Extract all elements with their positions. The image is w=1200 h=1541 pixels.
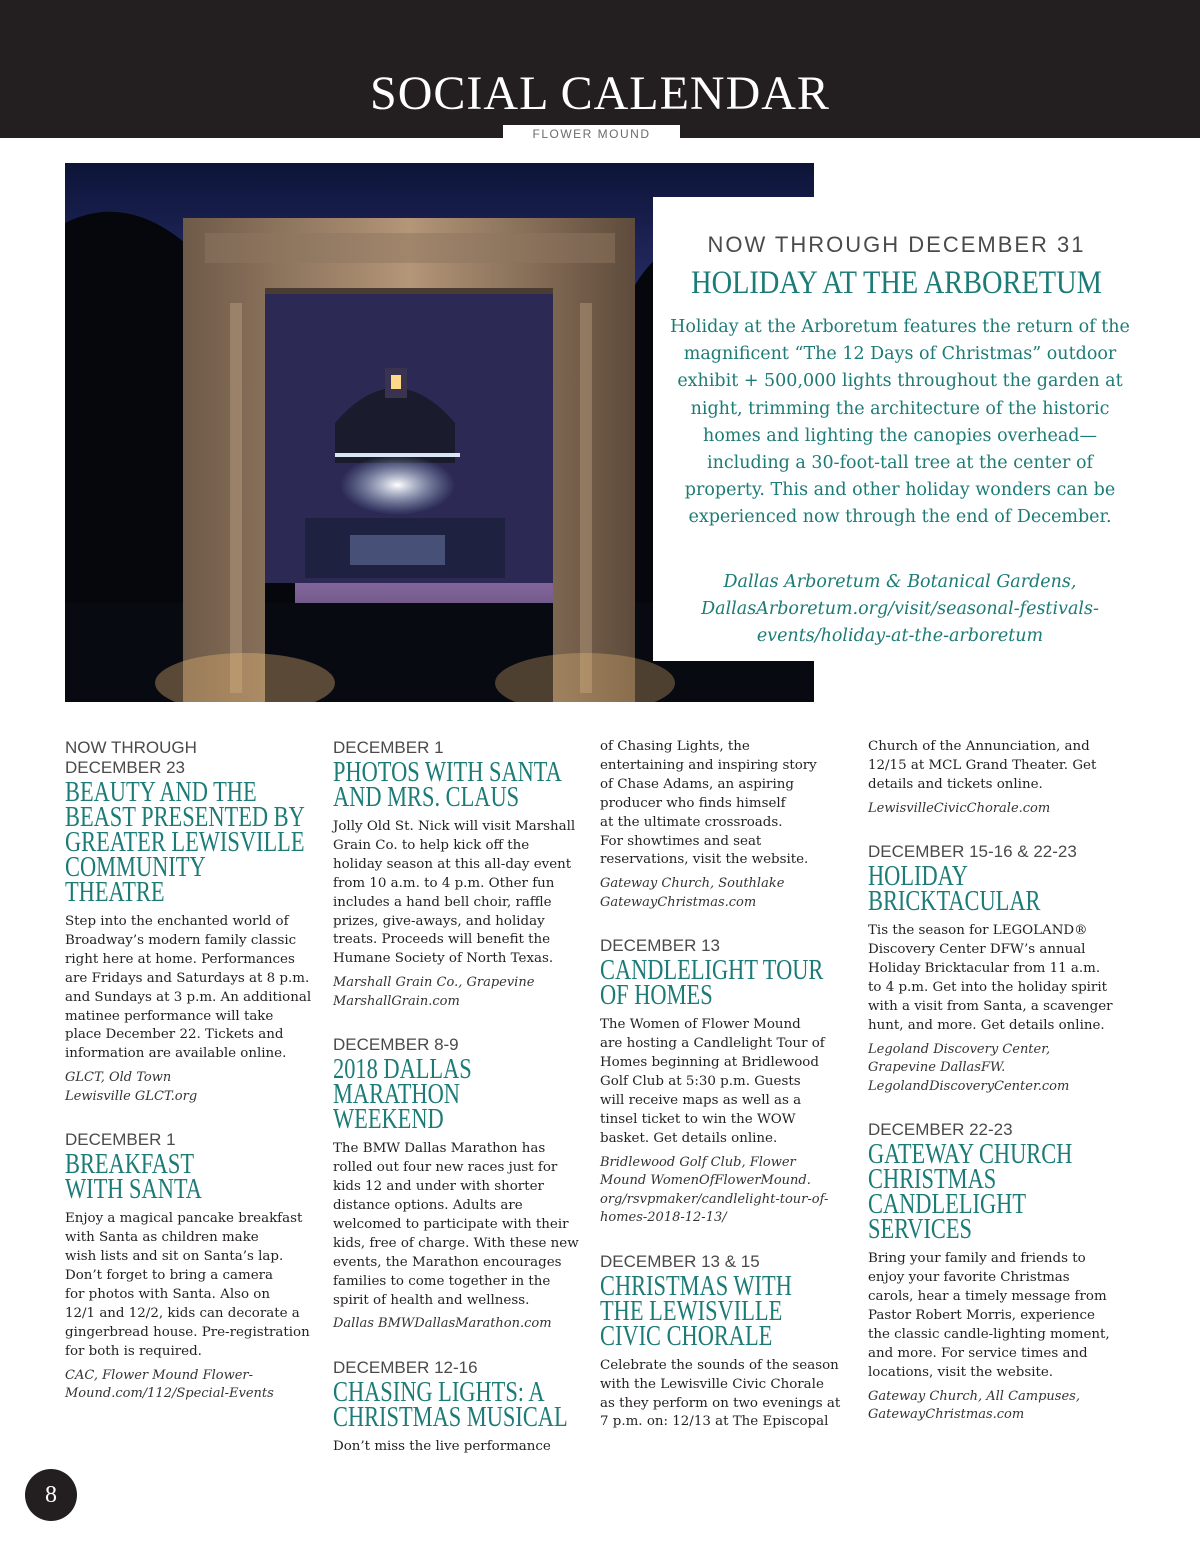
event-description: Celebrate the sounds of the season with the Lewisville Civic Chorale as they perform on two evenings at 7 p.m. on: 12/13 at The Episcopal [600,1357,841,1430]
event-credit: LewisvilleCivicChorale.com [868,800,1051,816]
event-credit: Gateway Church, Southlake GatewayChristmas.com [600,876,785,910]
event-title: HOLIDAY BRICKTACULAR [868,861,1041,918]
event-description: The BMW Dallas Marathon has rolled out four new races just for kids 12 and under with shorter distance options. Adults are welcomed to participate with their kids, free of charge. With these new events, the Marathon encourages families to come together in the spirit of health and wellness. [333,1141,579,1308]
event-date: NOW THROUGH DECEMBER 23 [65,738,197,777]
event-date: DECEMBER 12-16 [333,1357,478,1377]
event-date: DECEMBER 15-16 & 22-23 [868,842,1077,862]
event-civic-chorale-continued [868,738,1118,818]
feature-date: NOW THROUGH DECEMBER 31 [707,232,1086,257]
masthead [0,0,1200,141]
event-description: Tis the season for LEGOLAND® Discovery Center DFW’s annual Holiday Bricktacular from 11 a.m. to 4 p.m. Get into the holiday spirit with a visit from Santa, a scavenger hunt, and more. Get details online. [868,923,1113,1033]
event-title: BEAUTY AND THE BEAST PRESENTED BY GREATER LEWISVILLE COMMUNITY THEATRE [65,777,305,908]
event-credit: Gateway Church, All Campuses, GatewayChristmas.com [868,1388,1080,1422]
feature-description: Holiday at the Arboretum features the return of the magnificent “The 12 Days of Christmas” outdoor exhibit + 500,000 lights throughout the garden at night, trimming the architecture of the historic homes and lighting the canopies overhead—including a 30-foot-tall tree at the center of property. This and other holiday wonders can be experienced now through the end of December. [670,317,1130,528]
event-breakfast-with-santa [65,1130,313,1403]
event-title: CHASING LIGHTS: A CHRISTMAS MUSICAL [333,1376,568,1433]
event-date: DECEMBER 1 [65,1130,176,1150]
event-title: GATEWAY CHURCH CHRISTMAS CANDLELIGHT SERVICES [868,1139,1073,1246]
event-chasing-lights [333,1358,581,1457]
event-civic-chorale [600,1252,848,1433]
column-2 [333,738,581,1481]
event-date: DECEMBER 8-9 [333,1035,459,1055]
event-dallas-marathon [333,1035,581,1334]
event-description: of Chasing Lights, the entertaining and inspiring story of Chase Adams, an aspiring producer who finds himself at the ultimate crossroads. For showtimes and seat reservations, visit the website. [600,739,817,868]
page-title: SOCIAL CALENDAR [370,67,830,120]
event-date: DECEMBER 13 & 15 [600,1251,760,1271]
feature-card [653,197,1200,661]
event-photos-with-santa [333,738,581,1011]
event-gateway-candlelight [868,1120,1118,1424]
event-description: Enjoy a magical pancake breakfast with Santa as children make wish lists and sit on Santa’s lap. Don’t forget to bring a camera for photos with Santa. Also on 12/1 and 12/2, kids can decorate a gingerbread house. Pre-registration for both is required. [65,1211,310,1359]
event-credit: Legoland Discovery Center, Grapevine DallasFW. LegolandDiscoveryCenter.com [868,1041,1070,1094]
event-title: BREAKFAST WITH SANTA [65,1149,202,1206]
event-date: DECEMBER 1 [333,738,444,757]
event-description: Step into the enchanted world of Broadway’s modern family classic right here at home. Performances are Fridays and Saturdays at 8 p.m. and Sundays at 3 p.m. An additional matinee performance will take place December 22. Tickets and information are available online. [65,914,312,1062]
event-credit: Marshall Grain Co., Grapevine MarshallGrain.com [333,975,535,1009]
page-number: 8 [25,1469,77,1521]
event-date: DECEMBER 22-23 [868,1120,1013,1140]
event-credit: Bridlewood Golf Club, Flower Mound WomenOfFlowerMound. org/rsvpmaker/candlelight-tour-of- homes-2018-12-13/ [600,1154,829,1226]
feature-title: HOLIDAY AT THE ARBORETUM [691,265,1102,301]
event-chasing-lights-continued [600,738,848,912]
event-candlelight-tour [600,936,848,1227]
event-description: Don’t miss the live performance [333,1438,551,1454]
column-1 [65,738,313,1428]
event-credit: CAC, Flower Mound Flower- Mound.com/112/Special-Events [65,1367,274,1401]
event-title: CHRISTMAS WITH THE LEWISVILLE CIVIC CHORALE [600,1270,792,1352]
event-holiday-bricktacular [868,842,1118,1096]
section-tab: FLOWER MOUND [503,125,680,146]
event-title: 2018 DALLAS MARATHON WEEKEND [333,1054,472,1136]
event-credit: Dallas BMWDallasMarathon.com [333,1316,552,1332]
column-4 [868,738,1118,1449]
event-description: The Women of Flower Mound are hosting a Candlelight Tour of Homes beginning at Bridlewood Golf Club at 5:30 p.m. Guests will receive maps as well as a tinsel ticket to win the WOW basket. Get details online. [600,1017,825,1146]
column-3 [600,738,848,1456]
event-beauty-and-the-beast [65,738,313,1106]
event-credit: GLCT, Old Town Lewisville GLCT.org [65,1070,198,1104]
event-date: DECEMBER 13 [600,936,720,956]
event-title: CANDLELIGHT TOUR OF HOMES [600,955,824,1012]
event-description: Bring your family and friends to enjoy your favorite Christmas carols, hear a timely message from Pastor Robert Morris, experience the classic candle-lighting moment, and more. For service times and locations, visit the website. [868,1251,1110,1380]
feature-credit: Dallas Arboretum & Botanical Gardens, DallasArboretum.org/visit/seasonal-festivals-events/holiday-at-the-arboretum [701,572,1099,646]
event-title: PHOTOS WITH SANTA AND MRS. CLAUS [333,757,562,813]
event-description: Church of the Annunciation, and 12/15 at MCL Grand Theater. Get details and tickets online. [868,739,1097,792]
event-description: Jolly Old St. Nick will visit Marshall Grain Co. to help kick off the holiday season at this all-day event from 10 a.m. to 4 p.m. Other fun includes a hand bell choir, raffle prizes, give-aways, and holiday treats. Proceeds will benefit the Humane Society of North Texas. [333,819,576,967]
